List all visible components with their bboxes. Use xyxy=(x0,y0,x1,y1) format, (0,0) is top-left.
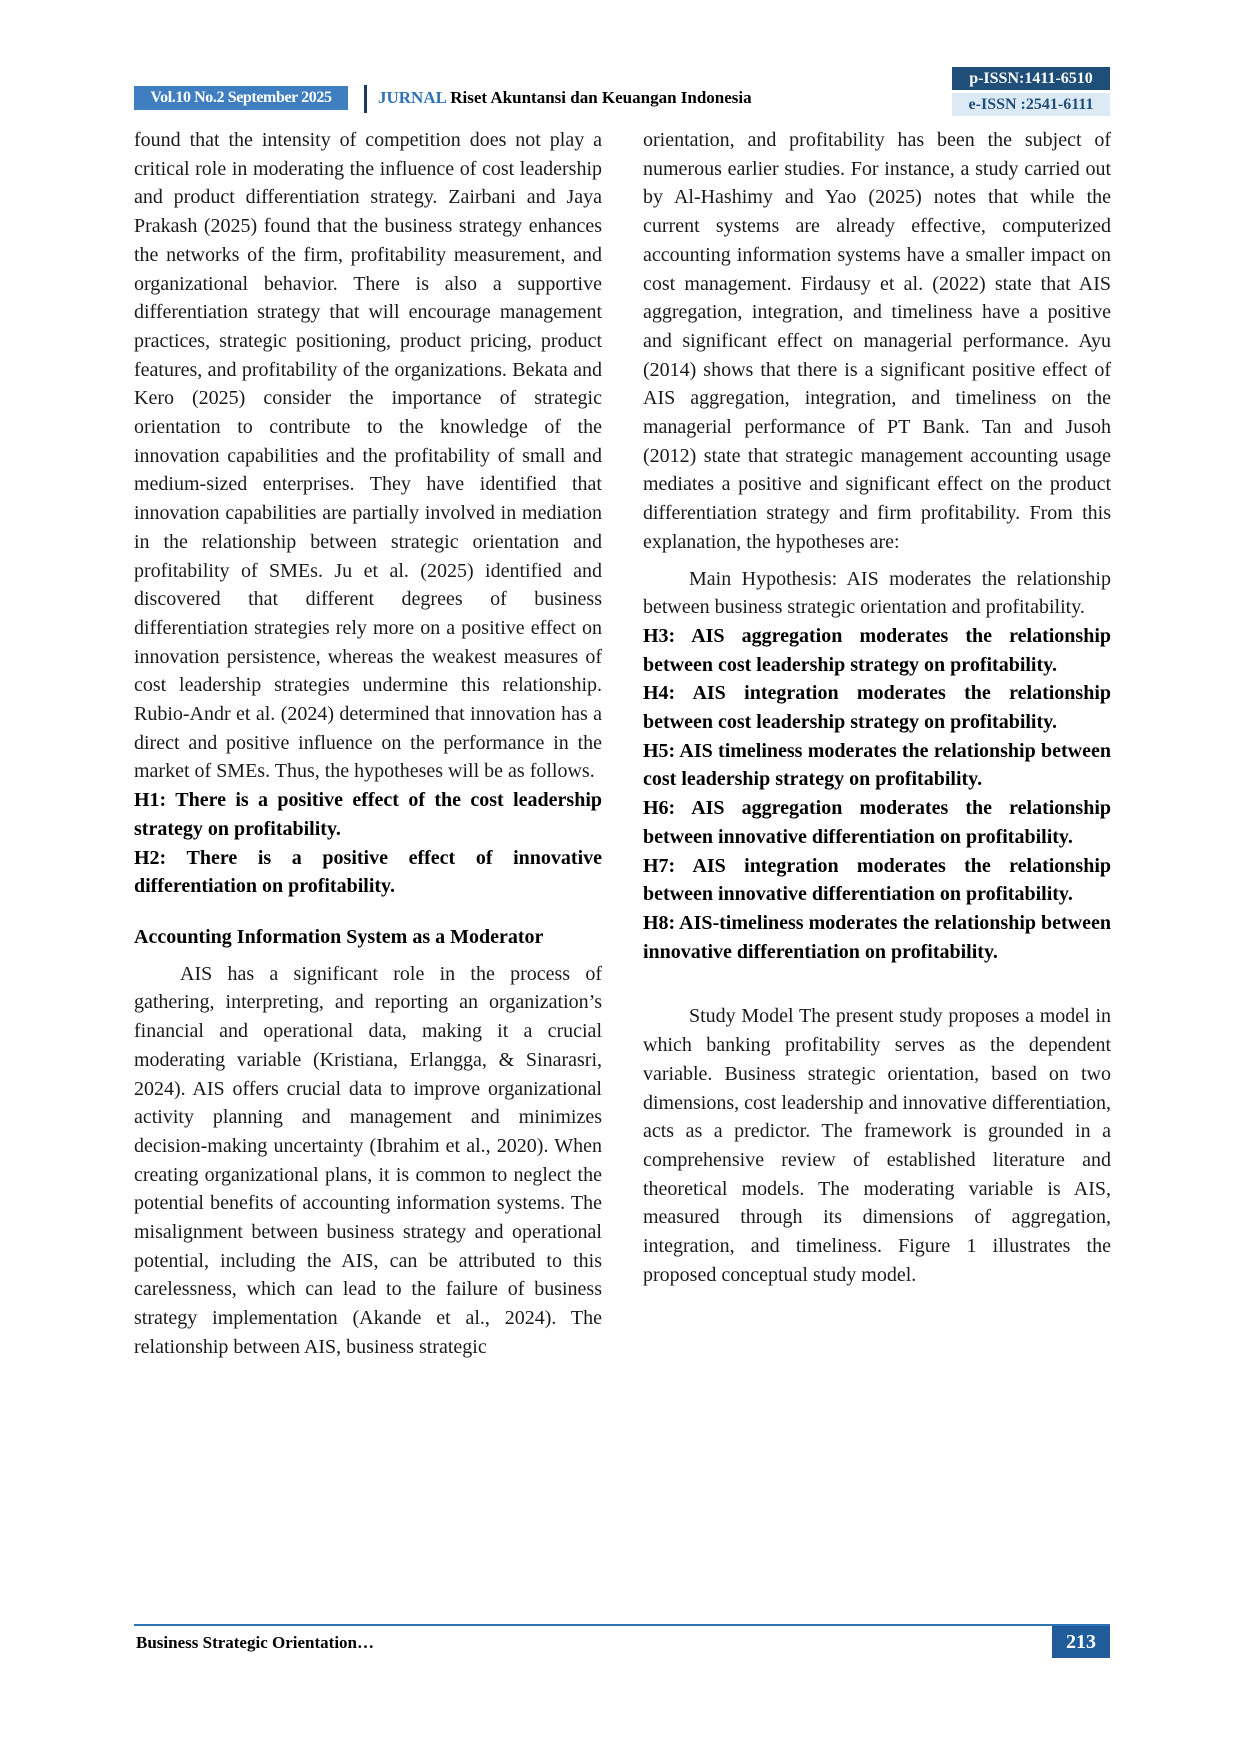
e-issn-badge: e-ISSN :2541-6111 xyxy=(952,93,1110,116)
hypothesis-h3: H3: AIS aggregation moderates the relationship between cost leadership strategy on profitability. xyxy=(643,624,1111,676)
spacer xyxy=(134,952,602,960)
volume-badge: Vol.10 No.2 September 2025 xyxy=(134,86,348,110)
body-paragraph: Study Model The present study proposes a model in which banking profitability serves as the dependent variable. Business strategic orientation, based on two dimensions, cost leadership and innovative differentiation, acts as a predictor. The framework is grounded in a comprehensive review of established literature and theoretical models. The moderating variable is AIS, measured through its dimensions of aggregation, integration, and timeliness. Figure 1 illustrates the proposed conceptual study model. xyxy=(643,1005,1111,1286)
section-heading: Accounting Information System as a Moderator xyxy=(134,925,544,948)
left-column xyxy=(134,126,602,1362)
body-paragraph: orientation, and profitability has been the subject of numerous earlier studies. For instance, a study carried out by Al-Hashimy and Yao (2025) notes that while the current systems are already effective, computerized accounting information systems have a smaller impact on cost management. Firdausy et al. (2022) state that AIS aggregation, integration, and timeliness have a positive and significant effect on managerial performance. Ayu (2014) shows that there is a significant positive effect of AIS aggregation, integration, and timeliness on the managerial performance of PT Bank. Tan and Jusoh (2012) state that strategic management accounting usage mediates a positive and significant effect on the product differentiation strategy and firm profitability. From this explanation, the hypotheses are: xyxy=(643,129,1111,553)
hypothesis-h7: H7: AIS integration moderates the relationship between innovative differentiation on profitability. xyxy=(643,854,1111,906)
journal-brand: JURNAL xyxy=(378,88,447,107)
hypothesis-h6: H6: AIS aggregation moderates the relationship between innovative differentiation on profitability. xyxy=(643,797,1111,848)
footer-rule xyxy=(134,1624,1110,1626)
body-paragraph: AIS has a significant role in the process of gathering, interpreting, and reporting an organization’s financial and operational data, making it a crucial moderating variable (Kristiana, Erlangga, & Sinarasri, 2024). AIS offers crucial data to improve organizational activity planning and management and minimizes decision-making uncertainty (Ibrahim et al., 2020). When creating organizational plans, it is common to neglect the potential benefits of accounting information systems. The misalignment between business strategy and operational potential, including the AIS, can be attributed to this carelessness, which can lead to the failure of business strategy implementation (Akande et al., 2024). The relationship between AIS, business strategic xyxy=(134,962,602,1358)
running-title: Business Strategic Orientation… xyxy=(136,1633,374,1652)
spacer xyxy=(134,901,602,923)
spacer xyxy=(643,557,1111,565)
journal-name: Riset Akuntansi dan Keuangan Indonesia xyxy=(446,88,752,107)
right-column xyxy=(643,126,1111,1289)
spacer xyxy=(643,966,1111,1002)
page-number: 213 xyxy=(1052,1626,1110,1658)
hypothesis-h8: H8: AIS-timeliness moderates the relationship between innovative differentiation on profitability. xyxy=(643,911,1111,963)
body-paragraph: found that the intensity of competition does not play a critical role in moderating the influence of cost leadership and product differentiation strategy. Zairbani and Jaya Prakash (2025) found that the business strategy enhances the networks of the firm, profitability measurement, and organizational behavior. There is also a supportive differentiation strategy that will encourage management practices, strategic positioning, product pricing, product features, and profitability of the organizations. Bekata and Kero (2025) consider the importance of strategic orientation to contribute to the knowledge of the innovation capabilities and the profitability of small and medium-sized enterprises. They have identified that innovation capabilities are partially involved in mediation in the relationship between strategic orientation and profitability of SMEs. Ju et al. (2025) identified and discovered that different degrees of business differentiation strategies rely more on a positive effect on innovation persistence, whereas the weakest measures of cost leadership strategies undermine this relationship. Rubio-Andr et al. (2024) determined that innovation has a direct and positive influence on the performance in the market of SMEs. Thus, the hypotheses will be as follows. xyxy=(134,129,602,783)
hypothesis-h2: H2: There is a positive effect of innovative differentiation on profitability. xyxy=(134,846,602,898)
header-divider xyxy=(364,85,367,113)
hypothesis-h1: H1: There is a positive effect of the cost leadership strategy on profitability. xyxy=(134,789,602,840)
main-hypothesis: Main Hypothesis: AIS moderates the relationship between business strategic orientation and profitability. xyxy=(643,567,1111,619)
hypothesis-h4: H4: AIS integration moderates the relationship between cost leadership strategy on profitability. xyxy=(643,682,1111,734)
hypothesis-h5: H5: AIS timeliness moderates the relationship between cost leadership strategy on profitability. xyxy=(643,739,1111,791)
journal-title xyxy=(378,86,752,110)
p-issn-badge: p-ISSN:1411-6510 xyxy=(952,67,1110,90)
